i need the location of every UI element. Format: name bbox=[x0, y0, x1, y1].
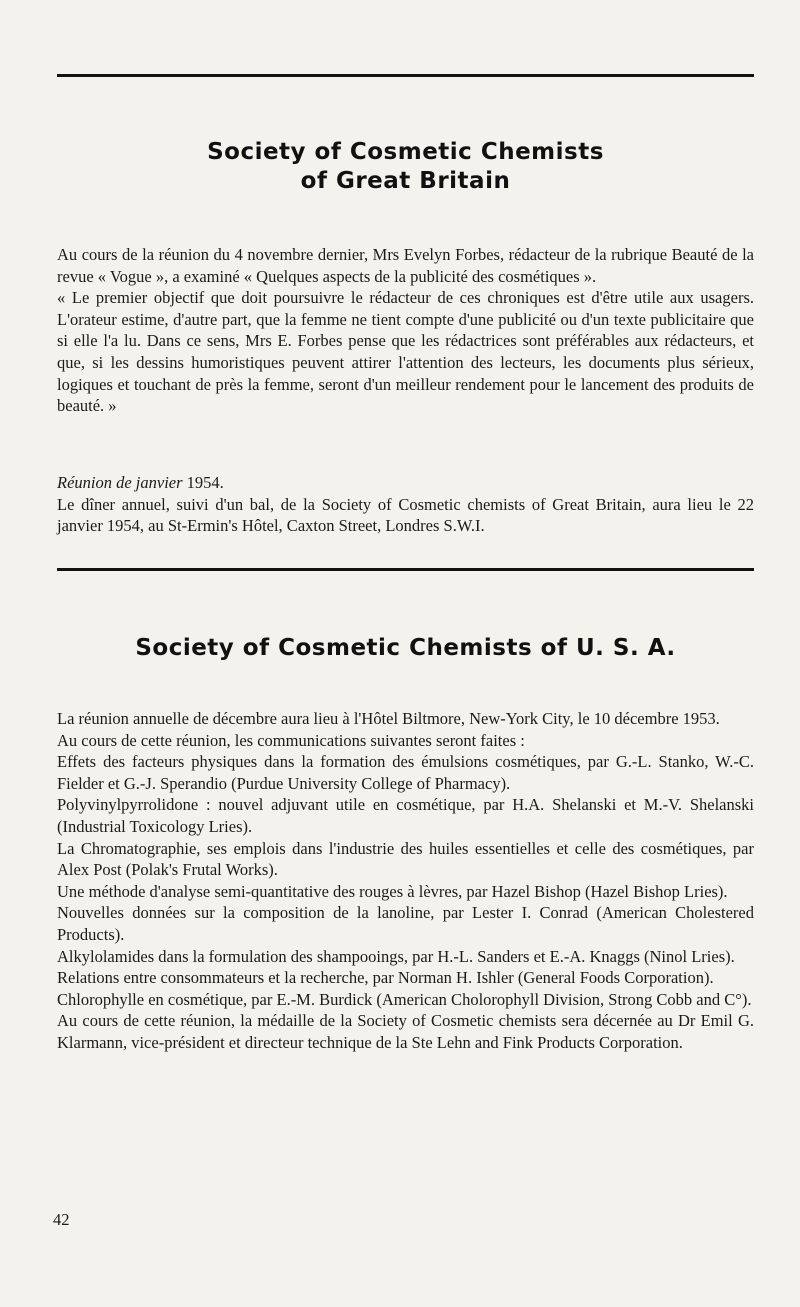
communication-item: Polyvinylpyrrolidone : nouvel adjuvant utile en cosmétique, par H.A. Shelanski et M.-V. Shelanski (Industrial Toxicology Lries). bbox=[57, 795, 754, 836]
meeting-date-label: Réunion de janvier bbox=[57, 473, 183, 492]
section2-title: Society of Cosmetic Chemists of U. S. A. bbox=[135, 635, 676, 661]
middle-rule bbox=[57, 568, 754, 571]
communication-item: Relations entre consommateurs et la recherche, par Norman H. Ishler (General Foods Corporation). bbox=[57, 968, 714, 988]
section1-quote: « Le premier objectif que doit poursuivre le rédacteur de ces chroniques est d'être utile aux usagers. L'orateur estime, d'autre part, que la femme ne tient compte d'une publicité ou d'un texte publicitaire que si elle l'a lu. Dans ce sens, Mrs E. Forbes pense que les rédactrices sont préférables aux rédacteurs, et que, si les dessins humoristiques peuvent attirer l'attention des lecteurs, les documents plus sérieux, logiques et touchant de près la femme, seront d'un meilleur rendement pour le lancement des produits de beauté. » bbox=[57, 288, 754, 416]
section1-meeting bbox=[57, 472, 754, 537]
communication-item: Alkylolamides dans la formulation des shampooings, par H.-L. Sanders et E.-A. Knaggs (Ninol Lries). bbox=[57, 946, 735, 966]
section1-body bbox=[57, 244, 754, 417]
dinner-announcement: Le dîner annuel, suivi d'un bal, de la Society of Cosmetic chemists of Great Britain, aura lieu le 22 janvier 1954, au St-Ermin's Hôtel, Caxton Street, Londres S.W.I. bbox=[57, 494, 754, 536]
communication-item: Chlorophylle en cosmétique, par E.-M. Burdick (American Cholorophyll Division, Strong Cobb and C°). bbox=[57, 989, 752, 1009]
section1-title-line2: of Great Britain bbox=[300, 168, 511, 194]
communication-item: Une méthode d'analyse semi-quantitative des rouges à lèvres, par Hazel Bishop (Hazel Bishop Lries). bbox=[57, 881, 728, 901]
top-rule bbox=[57, 74, 754, 77]
meeting-date bbox=[57, 472, 754, 494]
section2-body bbox=[57, 708, 754, 1054]
section1-intro: Au cours de la réunion du 4 novembre dernier, Mrs Evelyn Forbes, rédacteur de la rubrique Beauté de la revue « Vogue », a examiné « Quelques aspects de la publicité des cosmétiques ». bbox=[57, 245, 754, 286]
communication-item: Effets des facteurs physiques dans la formation des émulsions cosmétiques, par G.-L. Stanko, W.-C. Fielder et G.-J. Sperandio (Purdue University College of Pharmacy). bbox=[57, 752, 754, 793]
section2-intro: La réunion annuelle de décembre aura lieu à l'Hôtel Biltmore, New-York City, le 10 décembre 1953. bbox=[57, 709, 720, 728]
section2-lead: Au cours de cette réunion, les communications suivantes seront faites : bbox=[57, 730, 525, 750]
communication-item: La Chromatographie, ses emplois dans l'industrie des huiles essentielles et celle des cosmétiques, par Alex Post (Polak's Frutal Works). bbox=[57, 838, 754, 880]
page-number: 42 bbox=[53, 1210, 70, 1229]
communication-item: Nouvelles données sur la composition de la lanoline, par Lester I. Conrad (American Cholestered Products). bbox=[57, 903, 754, 944]
section2-closing: Au cours de cette réunion, la médaille de la Society of Cosmetic chemists sera décernée au Dr Emil G. Klarmann, vice-président et directeur technique de la Ste Lehn and Fink Products Corporation. bbox=[57, 1011, 754, 1052]
meeting-date-year: 1954. bbox=[182, 473, 224, 492]
section1-title-line1: Society of Cosmetic Chemists bbox=[207, 139, 604, 165]
